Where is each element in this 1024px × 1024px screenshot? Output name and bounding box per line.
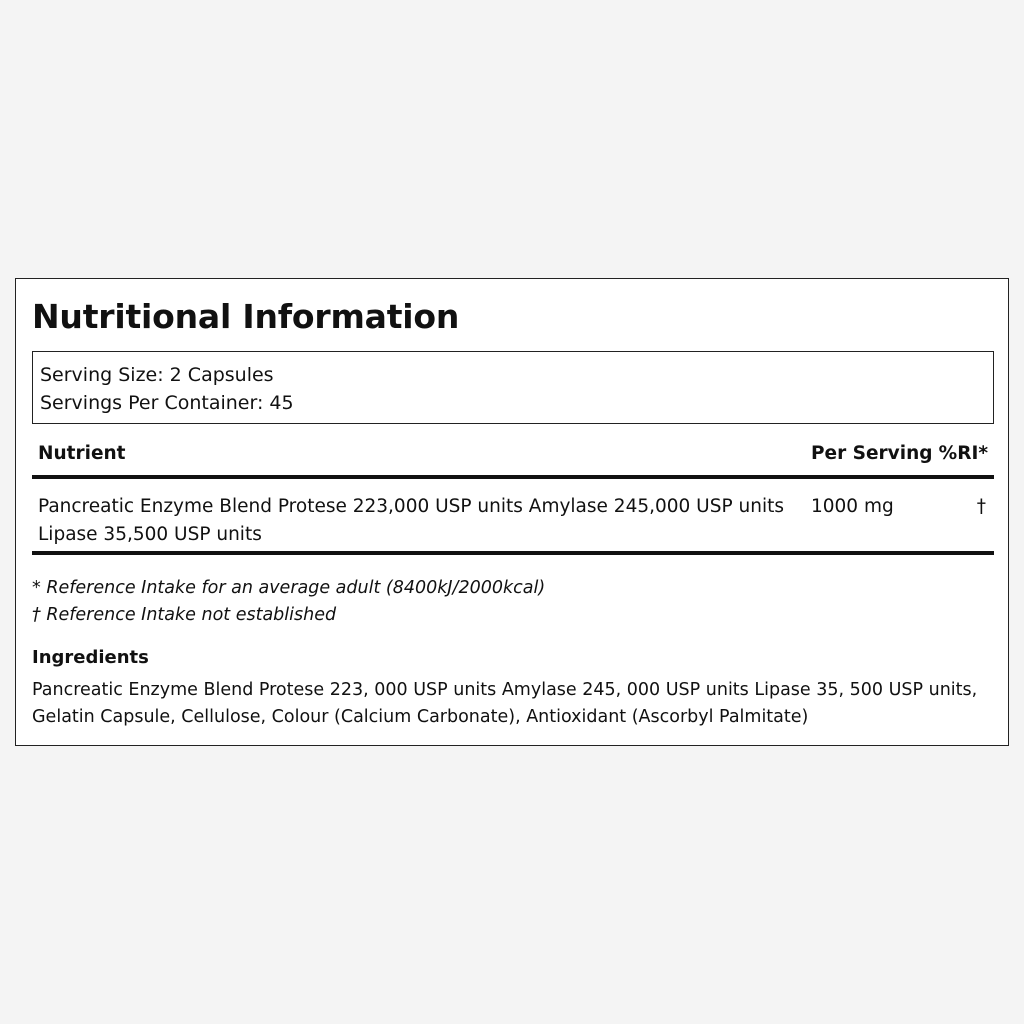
serving-size: Serving Size: 2 Capsules xyxy=(40,364,274,386)
footnote-not-established: † Reference Intake not established xyxy=(32,605,337,625)
nutrition-label xyxy=(15,278,1009,746)
header-ri: %RI* xyxy=(938,443,988,464)
table-header xyxy=(32,441,994,479)
label-title: Nutritional Information xyxy=(32,297,460,336)
header-nutrient: Nutrient xyxy=(38,443,126,464)
footnote-ri: * Reference Intake for an average adult (8400kJ/2000kcal) xyxy=(32,578,546,598)
row-nutrient: Pancreatic Enzyme Blend Protese 223,000 USP units Amylase 245,000 USP units Lipase 35,500 USP units xyxy=(38,496,784,545)
table-row xyxy=(32,479,994,555)
ingredients-text: Pancreatic Enzyme Blend Protese 223, 000 USP units Amylase 245, 000 USP units Lipase 35, 500 USP units, Gelatin Capsule, Cellulose, Colour (Calcium Carbonate), Antioxidant (Ascorbyl Palmitate) xyxy=(32,680,978,727)
footnotes xyxy=(32,575,545,629)
header-per-serving: Per Serving xyxy=(811,443,933,464)
row-per-serving: 1000 mg xyxy=(811,496,894,517)
servings-per-container: Servings Per Container: 45 xyxy=(40,392,294,414)
ingredients-heading: Ingredients xyxy=(32,647,149,668)
row-ri: † xyxy=(976,496,986,517)
nutrient-table xyxy=(32,441,994,555)
serving-info-box xyxy=(32,351,994,424)
